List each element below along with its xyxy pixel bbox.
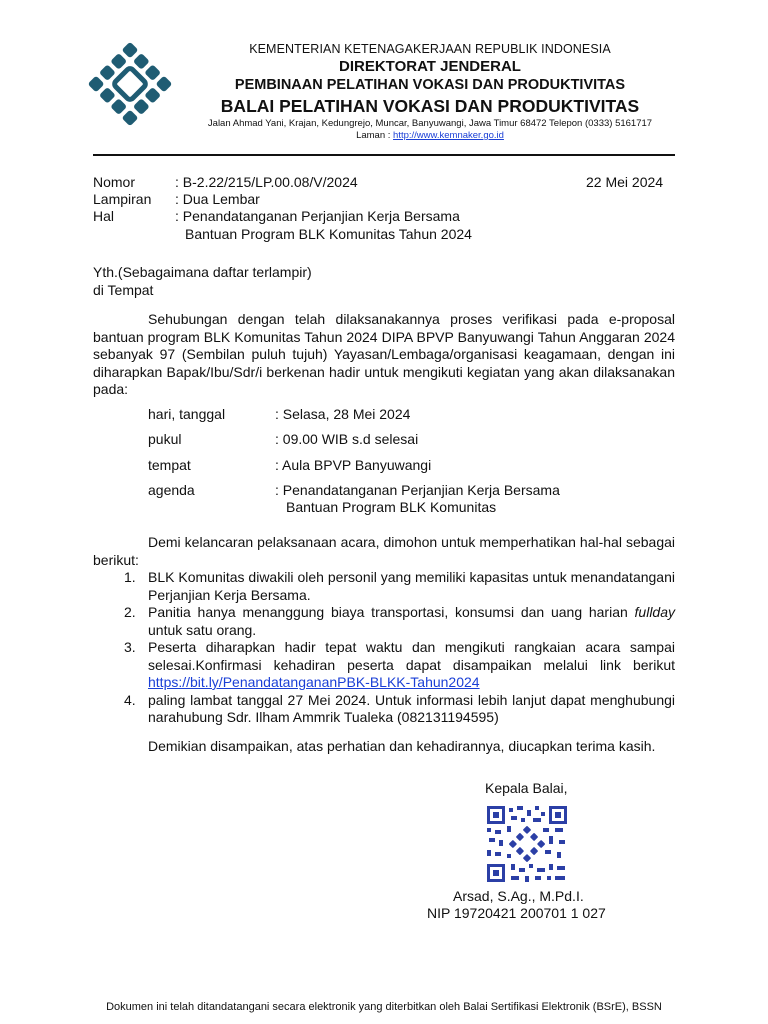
list-item-text: Panitia hanya menanggung biaya transportasi, konsumsi dan uang harian [148,604,635,620]
notes-list [93,569,675,727]
closing-text: Demikian disampaikan, atas perhatian dan kehadirannya, diucapkan terima kasih. [148,738,656,754]
hal-label: Hal [93,208,115,224]
detail-label-place: tempat [148,457,191,473]
detail-label-time: pukul [148,431,182,447]
list-item [93,639,675,692]
detail-value-agenda: : Penandatanganan Perjanjian Kerja Bersama [275,482,560,498]
footer-note: Dokumen ini telah ditandatangani secara elektronik yang diterbitkan oleh Balai Sertifikasi Elektronik (BSrE), BSSN [106,1001,662,1013]
intro-paragraph [93,311,675,399]
notes-intro [93,534,675,569]
list-item-number: 3. [124,639,136,655]
signatory-title: Kepala Balai, [485,780,568,796]
detail-value-time: : 09.00 WIB s.d selesai [275,431,419,447]
recipient-line-1: Yth.(Sebagaimana daftar terlampir) [93,264,312,280]
list-item-text: paling lambat tanggal 27 Mei 2024. Untuk informasi lebih lanjut dapat menghubungi narahubung Sdr. Ilham Ammrik Tualeka (082131194595) [148,691,675,725]
kemnaker-logo-icon [88,42,172,126]
hal-value-2: Bantuan Program BLK Komunitas Tahun 2024 [185,226,472,242]
detail-label-agenda: agenda [148,482,195,498]
list-item-text-after: untuk satu orang. [148,621,257,638]
list-item-text: BLK Komunitas diwakili oleh personil yang memiliki kapasitas untuk menandatangani Perjanjian Kerja Bersama. [148,569,675,603]
list-item-number: 1. [124,569,136,585]
website-line [180,130,680,141]
qr-code-icon [487,806,567,882]
list-item [93,604,675,639]
detail-label-date: hari, tanggal [148,406,226,422]
lampiran-value: : Dua Lembar [175,191,260,207]
intro-text: Sehubungan dengan telah dilaksanakannya proses verifikasi pada e-proposal bantuan program BLK Komunitas Tahun 2024 DIPA BPVP Banyuwangi Tahun Anggaran 2024 sebanyak 97 (Sembilan puluh tujuh) Yayasan/Lembaga/organisasi keagamaan, dengan ini diharapkan Bapak/Ibu/Sdr/i berkenan hadir untuk mengikuti kegiatan yang akan dilaksanakan pada: [93,311,675,397]
signatory-nip: NIP 19720421 200701 1 027 [427,905,606,921]
nomor-value: : B-2.22/215/LP.00.08/V/2024 [175,174,358,190]
hal-value-1: : Penandatanganan Perjanjian Kerja Bersama [175,208,460,224]
detail-value-date: : Selasa, 28 Mei 2024 [275,406,411,422]
letterhead-divider [93,154,675,156]
detail-value-agenda-2: Bantuan Program BLK Komunitas [286,499,497,515]
recipient-line-2: di Tempat [93,282,154,298]
lampiran-label: Lampiran [93,191,152,207]
notes-intro-text: Demi kelancaran pelaksanaan acara, dimohon untuk memperhatikan hal-hal sebagai berikut: [93,534,675,568]
website-link[interactable]: http://www.kemnaker.go.id [393,130,504,141]
website-label: Laman : [356,130,391,141]
registration-link[interactable]: https://bit.ly/PenandatangananPBK-BLKK-Tahun2024 [148,674,480,690]
office-name: BALAI PELATIHAN VOKASI DAN PRODUKTIVITAS [220,96,640,116]
signatory-name: Arsad, S.Ag., M.Pd.I. [453,888,584,904]
division-name: PEMBINAAN PELATIHAN VOKASI DAN PRODUKTIVITAS [234,77,626,93]
letter-date: 22 Mei 2024 [586,174,664,190]
list-item [93,692,675,727]
office-address: Jalan Ahmad Yani, Krajan, Kedungrejo, Muncar, Banyuwangi, Jawa Timur 68472 Telepon (0333) 5161717 [207,118,653,129]
list-item-italic: fullday [634,604,675,620]
ministry-name: KEMENTERIAN KETENAGAKERJAAN REPUBLIK INDONESIA [249,42,611,56]
list-item-text: Peserta diharapkan hadir tepat waktu dan mengikuti rangkaian acara sampai selesai.Konfirmasi kehadiran peserta dapat disampaikan melalui link berikut [148,639,675,673]
list-item [93,569,675,604]
list-item-number: 2. [124,604,136,620]
nomor-label: Nomor [93,174,136,190]
detail-value-place: : Aula BPVP Banyuwangi [275,457,432,473]
directorate-name: DIREKTORAT JENDERAL [339,58,521,75]
list-item-number: 4. [124,691,136,708]
